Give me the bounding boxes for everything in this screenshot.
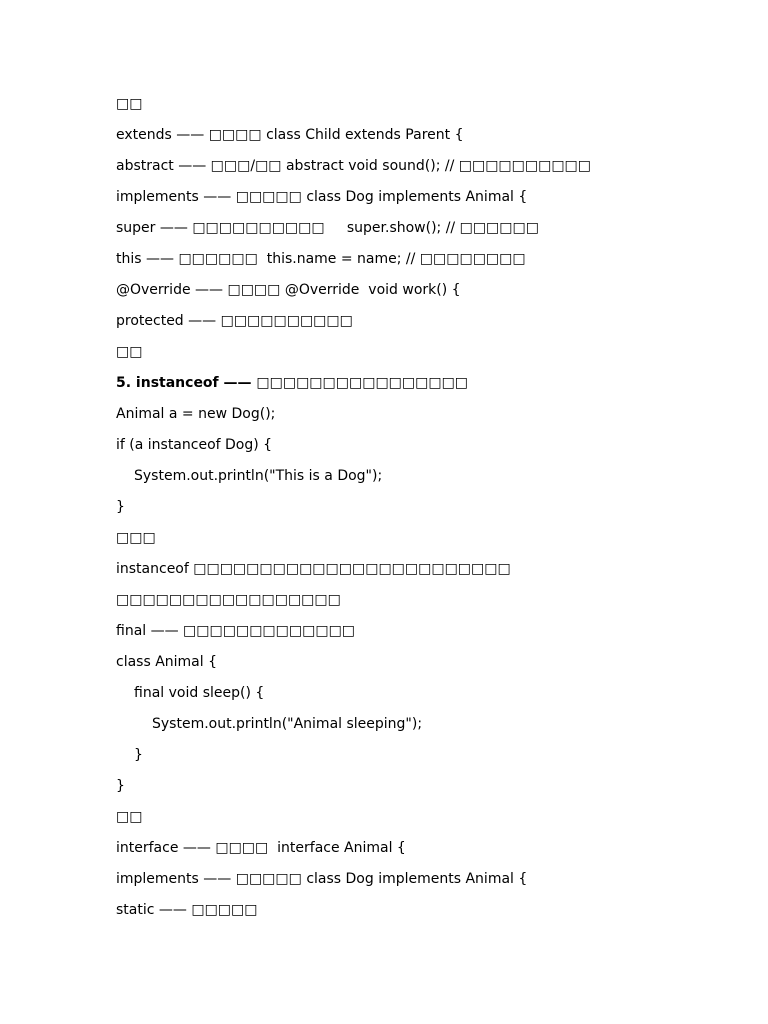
code-line: } [116, 778, 125, 794]
code-line: final void sleep() { [134, 685, 265, 701]
text-line-protected: protected —— □□□□□□□□□□ [116, 313, 353, 329]
text-line-implements: implements —— □□□□□ class Dog implements Animal { [116, 189, 528, 205]
text-line-implements: implements —— □□□□□ class Dog implements Animal { [116, 871, 528, 887]
code-line: System.out.println("Animal sleeping"); [152, 716, 423, 732]
text-line-interface: interface —— □□□□ interface Animal { [116, 840, 406, 856]
section-heading-instanceof: 5. instanceof —— □□□□□□□□□□□□□□□□ [116, 375, 469, 391]
code-line: Animal a = new Dog(); [116, 406, 276, 422]
text-line: □□□□□□□□□□□□□□□□□ [116, 592, 341, 608]
code-line: } [134, 747, 143, 763]
text-line-static: static —— □□□□□ [116, 902, 258, 918]
text-line-override: @Override —— □□□□ @Override void work() { [116, 282, 461, 298]
text-line-abstract: abstract —— □□□/□□ abstract void sound(); // □□□□□□□□□□ [116, 158, 592, 174]
text-line-super: super —— □□□□□□□□□□ super.show(); // □□□□□□ [116, 220, 539, 236]
heading-line: □□ [116, 96, 143, 112]
heading-line: □□ [116, 809, 143, 825]
text-line-final: final —— □□□□□□□□□□□□□ [116, 623, 356, 639]
code-line: } [116, 499, 125, 515]
heading-line: □□ [116, 344, 143, 360]
code-line: class Animal { [116, 654, 218, 670]
heading-line: □□□ [116, 530, 156, 546]
text-line: instanceof □□□□□□□□□□□□□□□□□□□□□□□□ [116, 561, 511, 577]
text-line-extends: extends —— □□□□ class Child extends Parent { [116, 127, 464, 143]
code-line: System.out.println("This is a Dog"); [134, 468, 383, 484]
code-line: if (a instanceof Dog) { [116, 437, 273, 453]
text-line-this: this —— □□□□□□ this.name = name; // □□□□□□□□ [116, 251, 526, 267]
